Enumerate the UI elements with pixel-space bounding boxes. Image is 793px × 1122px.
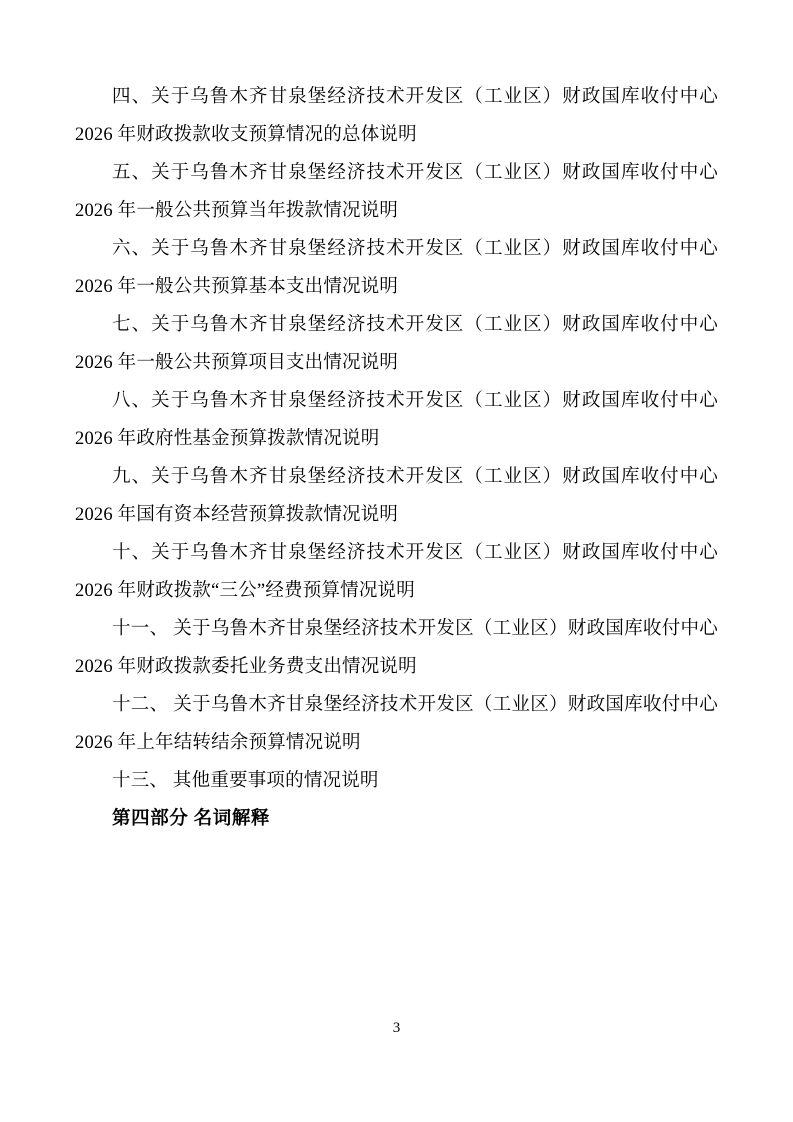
paragraph-item-5: 五、关于乌鲁木齐甘泉堡经济技术开发区（工业区）财政国库收付中心 2026 年一般公共预算当年拨款情况说明 — [75, 163, 723, 221]
paragraph-item-6: 六、关于乌鲁木齐甘泉堡经济技术开发区（工业区）财政国库收付中心 2026 年一般公共预算基本支出情况说明 — [75, 239, 723, 297]
paragraph-item-11: 十一、 关于乌鲁木齐甘泉堡经济技术开发区（工业区）财政国库收付中心 2026 年财政拨款委托业务费支出情况说明 — [75, 619, 723, 677]
paragraph-item-8: 八、关于乌鲁木齐甘泉堡经济技术开发区（工业区）财政国库收付中心 2026 年政府性基金预算拨款情况说明 — [75, 391, 723, 449]
section-heading-part-four: 第四部分 名词解释 — [112, 809, 271, 829]
paragraph-item-10: 十、关于乌鲁木齐甘泉堡经济技术开发区（工业区）财政国库收付中心 2026 年财政拨款“三公”经费预算情况说明 — [75, 543, 723, 601]
paragraph-item-12: 十二、 关于乌鲁木齐甘泉堡经济技术开发区（工业区）财政国库收付中心 2026 年上年结转结余预算情况说明 — [75, 695, 723, 753]
paragraph-item-13: 十三、 其他重要事项的情况说明 — [112, 771, 379, 791]
page-number: 3 — [392, 1020, 401, 1036]
document-body — [75, 78, 723, 838]
paragraph-item-7: 七、关于乌鲁木齐甘泉堡经济技术开发区（工业区）财政国库收付中心 2026 年一般公共预算项目支出情况说明 — [75, 315, 723, 373]
paragraph-item-9: 九、关于乌鲁木齐甘泉堡经济技术开发区（工业区）财政国库收付中心 2026 年国有资本经营预算拨款情况说明 — [75, 467, 723, 525]
paragraph-item-4: 四、关于乌鲁木齐甘泉堡经济技术开发区（工业区）财政国库收付中心 2026 年财政拨款收支预算情况的总体说明 — [75, 87, 723, 145]
